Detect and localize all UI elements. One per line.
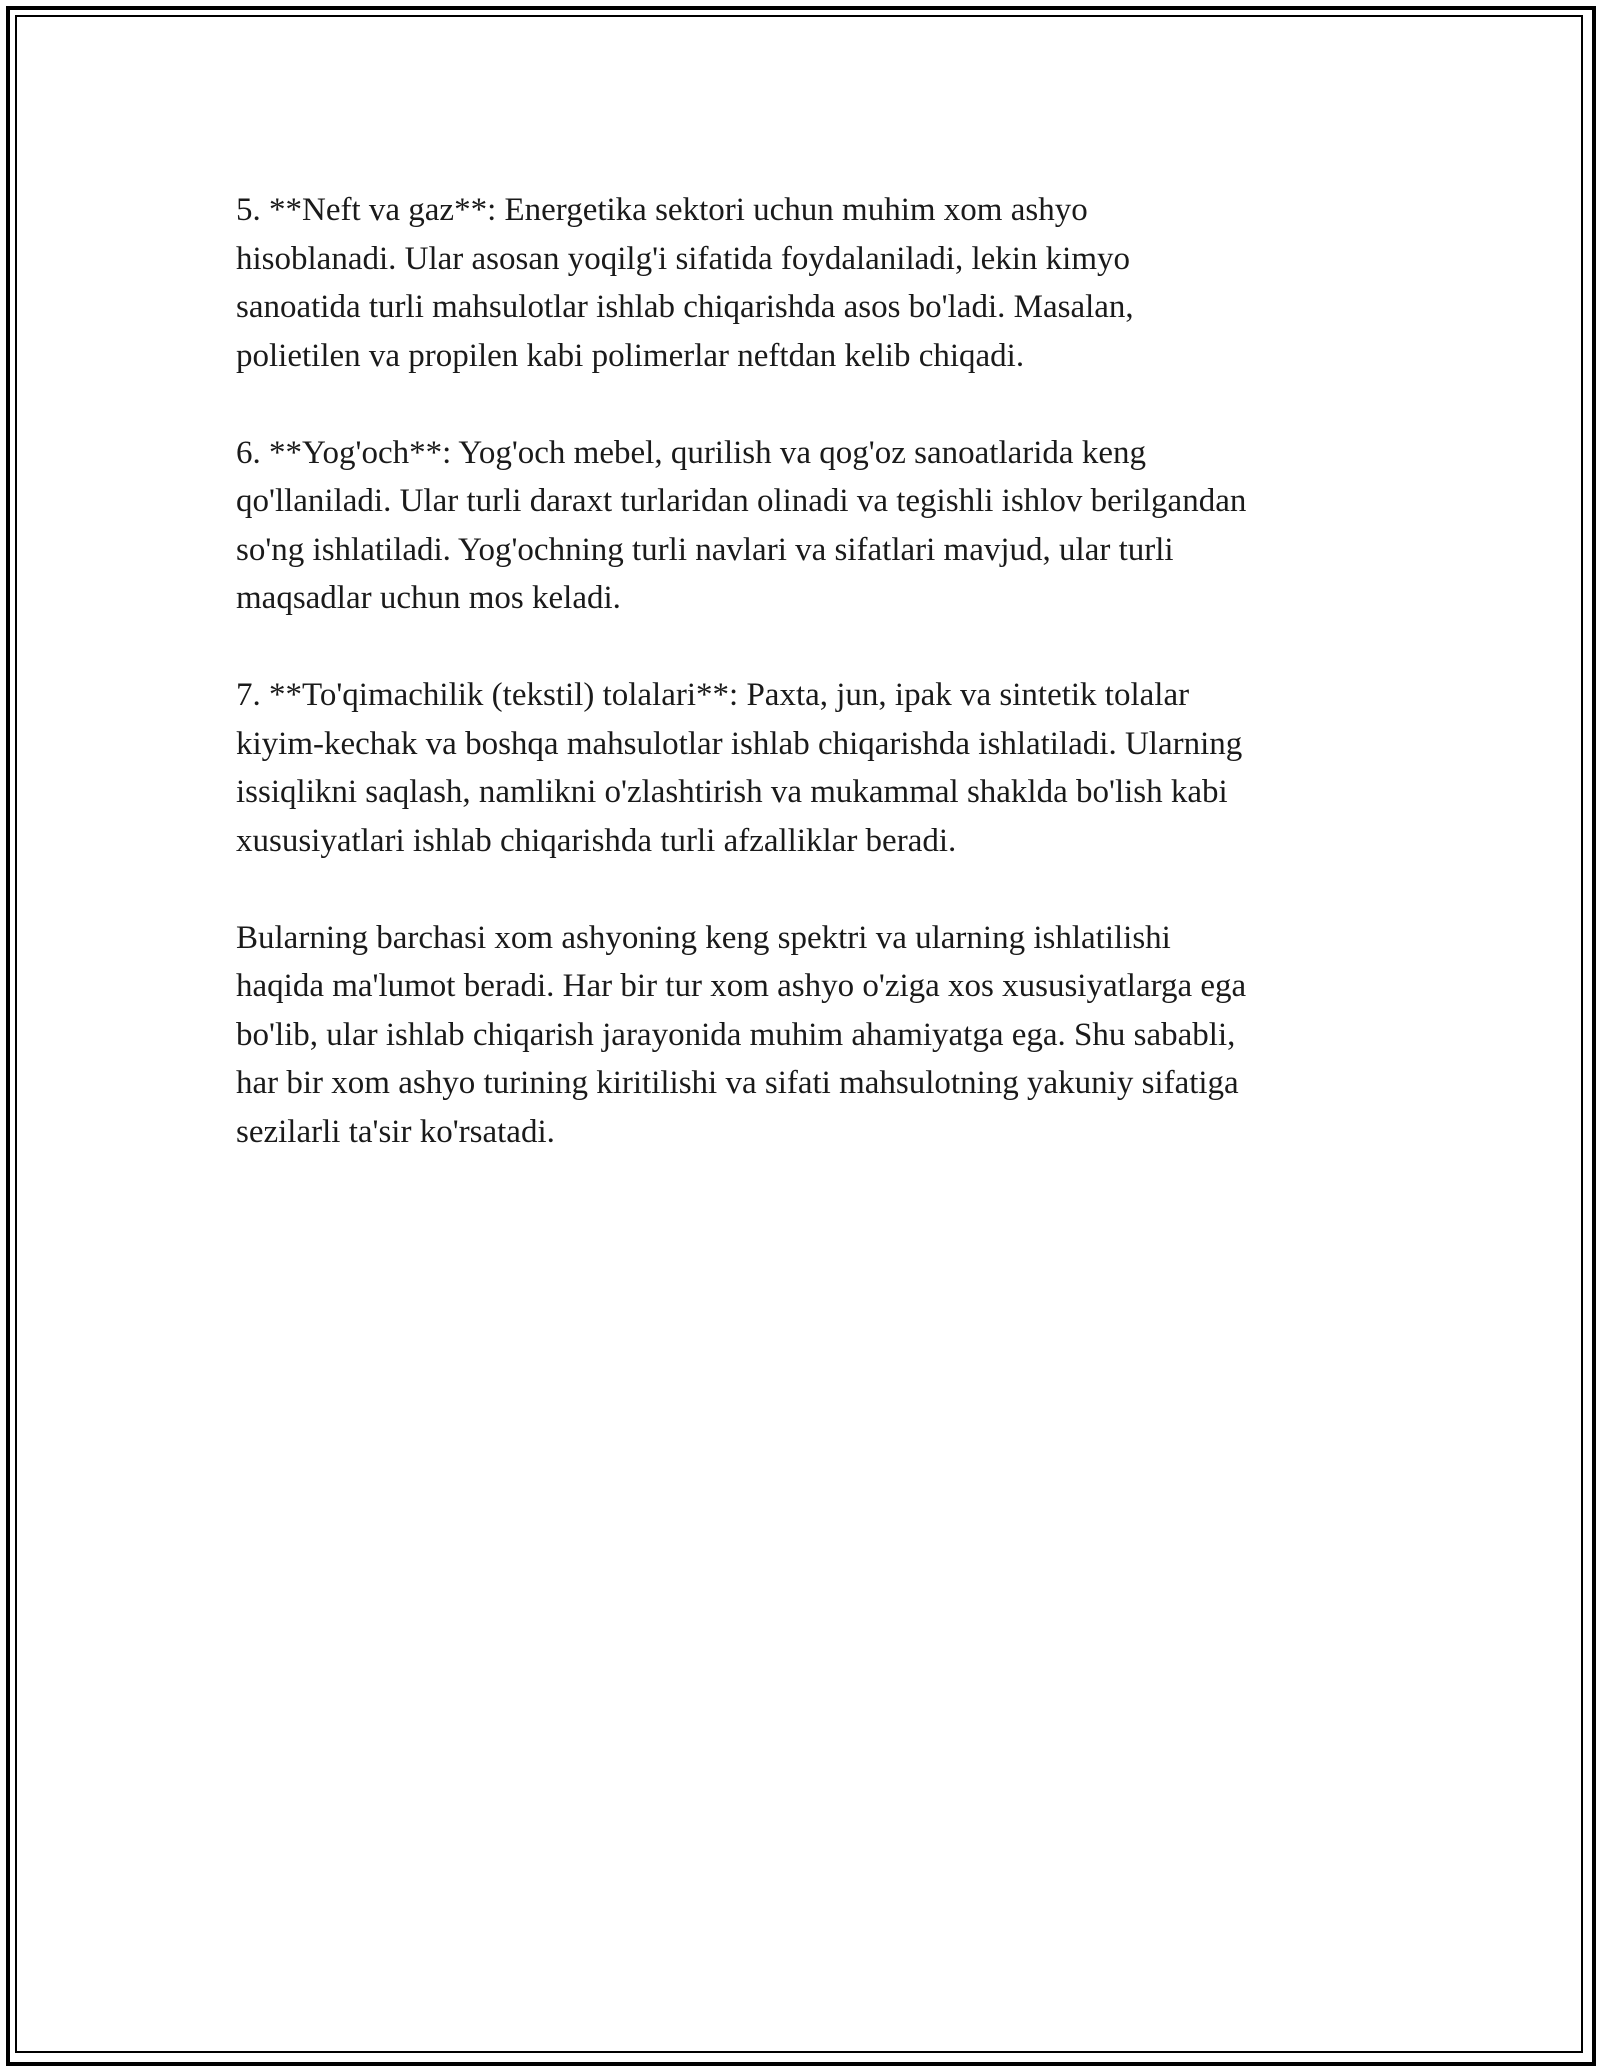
text-line: sezilarli ta'sir ko'rsatadi.: [236, 1113, 555, 1150]
paragraph-textile-fibers: [236, 671, 1366, 865]
text-line: har bir xom ashyo turining kiritilishi va sifati mahsulotning yakuniy sifatiga: [236, 1065, 1239, 1101]
text-line: 7. **To'qimachilik (tekstil) tolalari**: Paxta, jun, ipak va sintetik tolalar: [236, 677, 1190, 713]
text-line: kiyim-kechak va boshqa mahsulotlar ishlab chiqarishda ishlatiladi. Ularning: [236, 725, 1243, 762]
text-line: qo'llaniladi. Ular turli daraxt turlaridan olinadi va tegishli ishlov berilgandan: [236, 483, 1247, 519]
text-line: haqida ma'lumot beradi. Har bir tur xom ashyo o'ziga xos xususiyatlarga ega: [236, 968, 1247, 1004]
text-line: hisoblanadi. Ular asosan yoqilg'i sifatida foydalaniladi, lekin kimyo: [236, 240, 1131, 277]
text-line: issiqlikni saqlash, namlikni o'zlashtirish va mukammal shaklda bo'lish kabi: [236, 774, 1228, 810]
text-line: maqsadlar uchun mos keladi.: [236, 580, 621, 616]
text-line: 5. **Neft va gaz**: Energetika sektori uchun muhim xom ashyo: [236, 192, 1088, 228]
text-line: bo'lib, ular ishlab chiqarish jarayonida muhim ahamiyatga ega. Shu sababli,: [236, 1016, 1236, 1053]
text-line: so'ng ishlatiladi. Yog'ochning turli navlari va sifatlari mavjud, ular turli: [236, 531, 1174, 568]
text-line: polietilen va propilen kabi polimerlar neftdan kelib chiqadi.: [236, 337, 1025, 374]
paragraph-conclusion: [236, 914, 1366, 1157]
text-line: Bularning barchasi xom ashyoning keng spektri va ularning ishlatilishi: [236, 919, 1171, 956]
document-body: [236, 186, 1366, 1205]
paragraph-oil-gas: [236, 186, 1366, 380]
text-line: sanoatida turli mahsulotlar ishlab chiqarishda asos bo'ladi. Masalan,: [236, 289, 1134, 325]
paragraph-wood: [236, 429, 1366, 623]
text-line: xususiyatlari ishlab chiqarishda turli afzalliklar beradi.: [236, 822, 957, 859]
text-line: 6. **Yog'och**: Yog'och mebel, qurilish va qog'oz sanoatlarida keng: [236, 434, 1146, 471]
